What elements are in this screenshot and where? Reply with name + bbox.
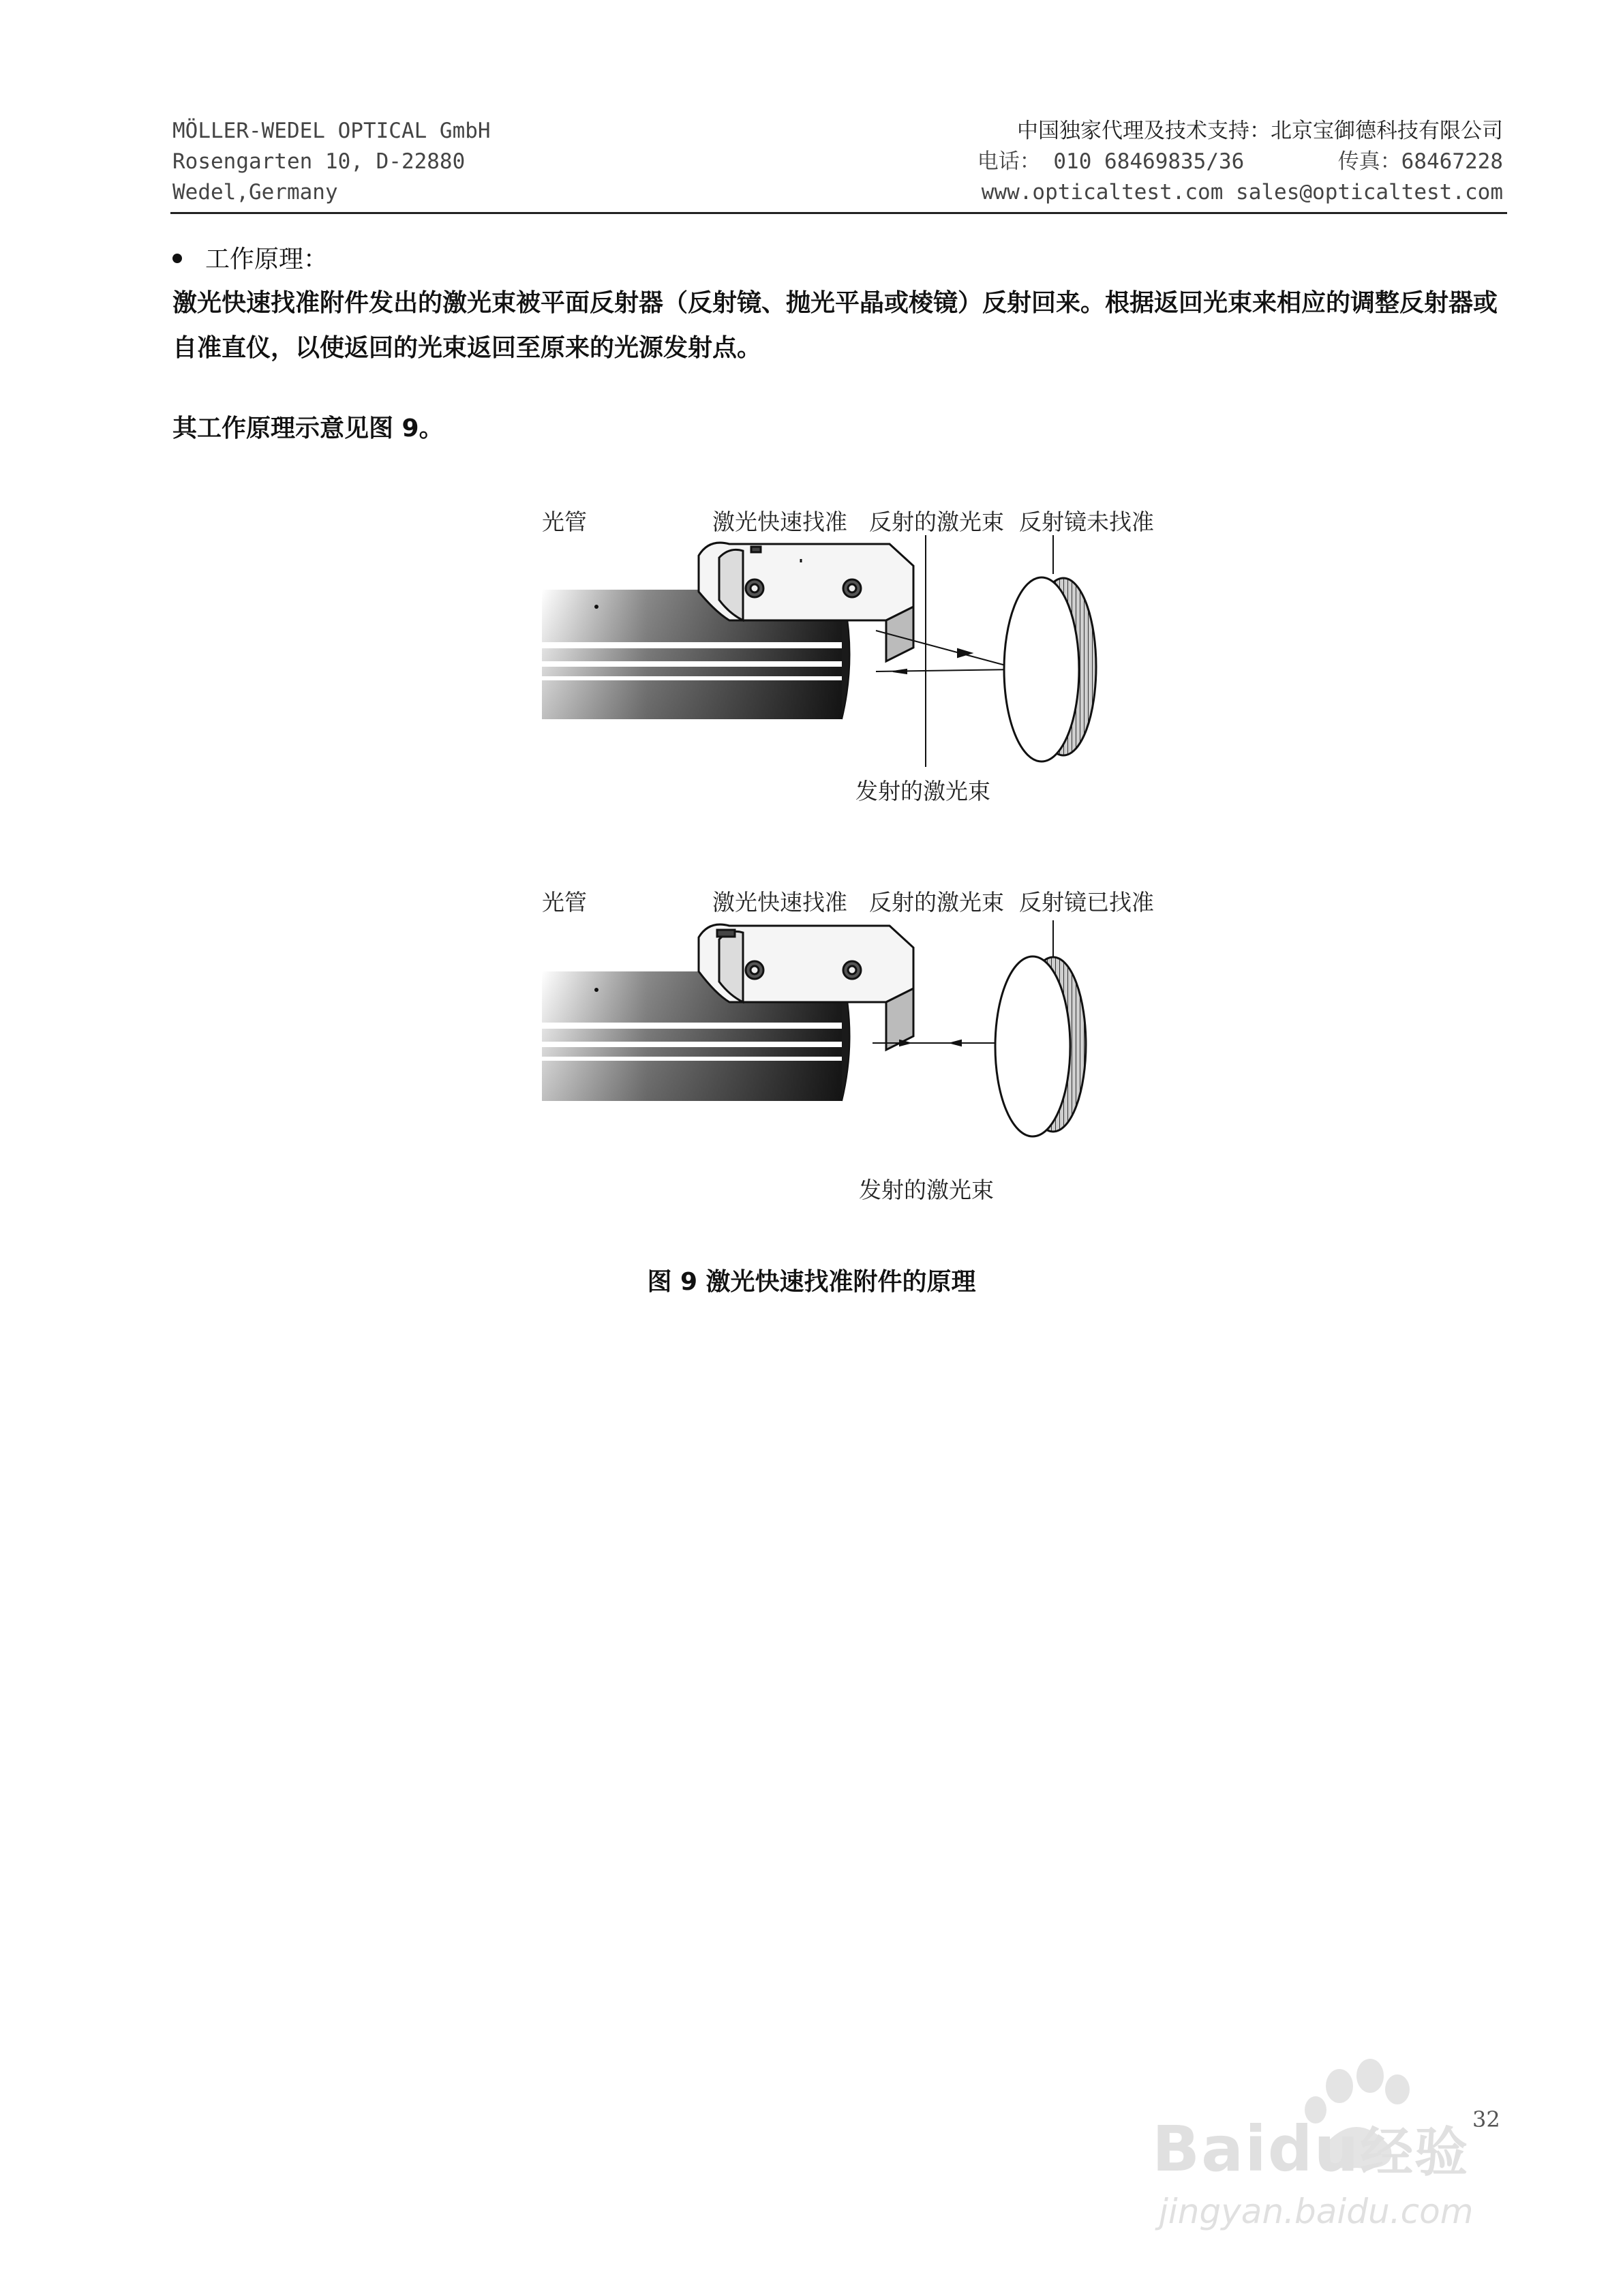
diagram-aligned xyxy=(542,920,1086,1136)
principle-paragraph xyxy=(172,281,1508,371)
diagram-misaligned xyxy=(542,535,1096,767)
header-city: Wedel,Germany xyxy=(172,180,338,205)
mirror-misaligned xyxy=(1004,577,1096,761)
paragraph-line-2: 自准直仪，以使返回的光束返回至原来的光源发射点。 xyxy=(172,334,762,362)
bullet-heading: 工作原理： xyxy=(205,245,329,273)
figure-reference-paragraph: 其工作原理示意见图 9。 xyxy=(172,414,444,442)
figure-9 xyxy=(532,491,1186,1241)
label-emitted-top: 发射的激光束 xyxy=(855,778,990,804)
paragraph-line-1: 激光快速找准附件发出的激光束被平面反射器（反射镜、抛光平晶或棱镜）反射回来。根据返回光束来相应的调整反射器或 xyxy=(172,289,1498,317)
baidu-watermark xyxy=(1152,2045,1534,2250)
header-fax: 传真：68467228 xyxy=(1337,149,1503,174)
label-mirror-top: 反射镜未找准 xyxy=(1019,509,1154,535)
label-reflected-top: 反射的激光束 xyxy=(869,509,1004,535)
label-reflected-bottom: 反射的激光束 xyxy=(869,889,1004,916)
mirror-aligned xyxy=(995,956,1086,1136)
header-phone: 电话： 010 68469835/36 xyxy=(977,149,1245,174)
page-number: 32 xyxy=(1472,2106,1500,2132)
label-tube-top: 光管 xyxy=(542,509,587,535)
label-attachment-top: 激光快速找准 xyxy=(712,509,847,535)
watermark-url: jingyan.baidu.com xyxy=(1159,2192,1474,2231)
label-emitted-bottom: 发射的激光束 xyxy=(859,1177,994,1203)
label-tube-bottom: 光管 xyxy=(542,889,587,916)
label-mirror-bottom: 反射镜已找准 xyxy=(1019,889,1154,916)
label-attachment-bottom: 激光快速找准 xyxy=(712,889,847,916)
header-company-block xyxy=(172,116,491,208)
watermark-brand: Bai xyxy=(1152,2113,1268,2186)
figure-caption: 图 9 激光快速找准附件的原理 xyxy=(647,1268,976,1296)
bullet-heading-line xyxy=(172,240,1508,275)
header-divider xyxy=(170,212,1507,214)
header-web-email: www.opticaltest.com sales@opticaltest.com xyxy=(981,180,1503,205)
header-contact-block xyxy=(977,116,1503,208)
watermark-brand-du: du xyxy=(1267,2113,1361,2186)
header-address: Rosengarten 10, D-22880 xyxy=(172,149,466,174)
bullet-icon xyxy=(172,254,182,263)
header-agent: 中国独家代理及技术支持：北京宝御德科技有限公司 xyxy=(1017,119,1503,143)
figure-illustration xyxy=(532,491,1186,1241)
header-phone-fax xyxy=(977,147,1503,177)
watermark-product: 经验 xyxy=(1360,2122,1470,2184)
header-company-name: MÖLLER-WEDEL OPTICAL GmbH xyxy=(172,119,491,143)
